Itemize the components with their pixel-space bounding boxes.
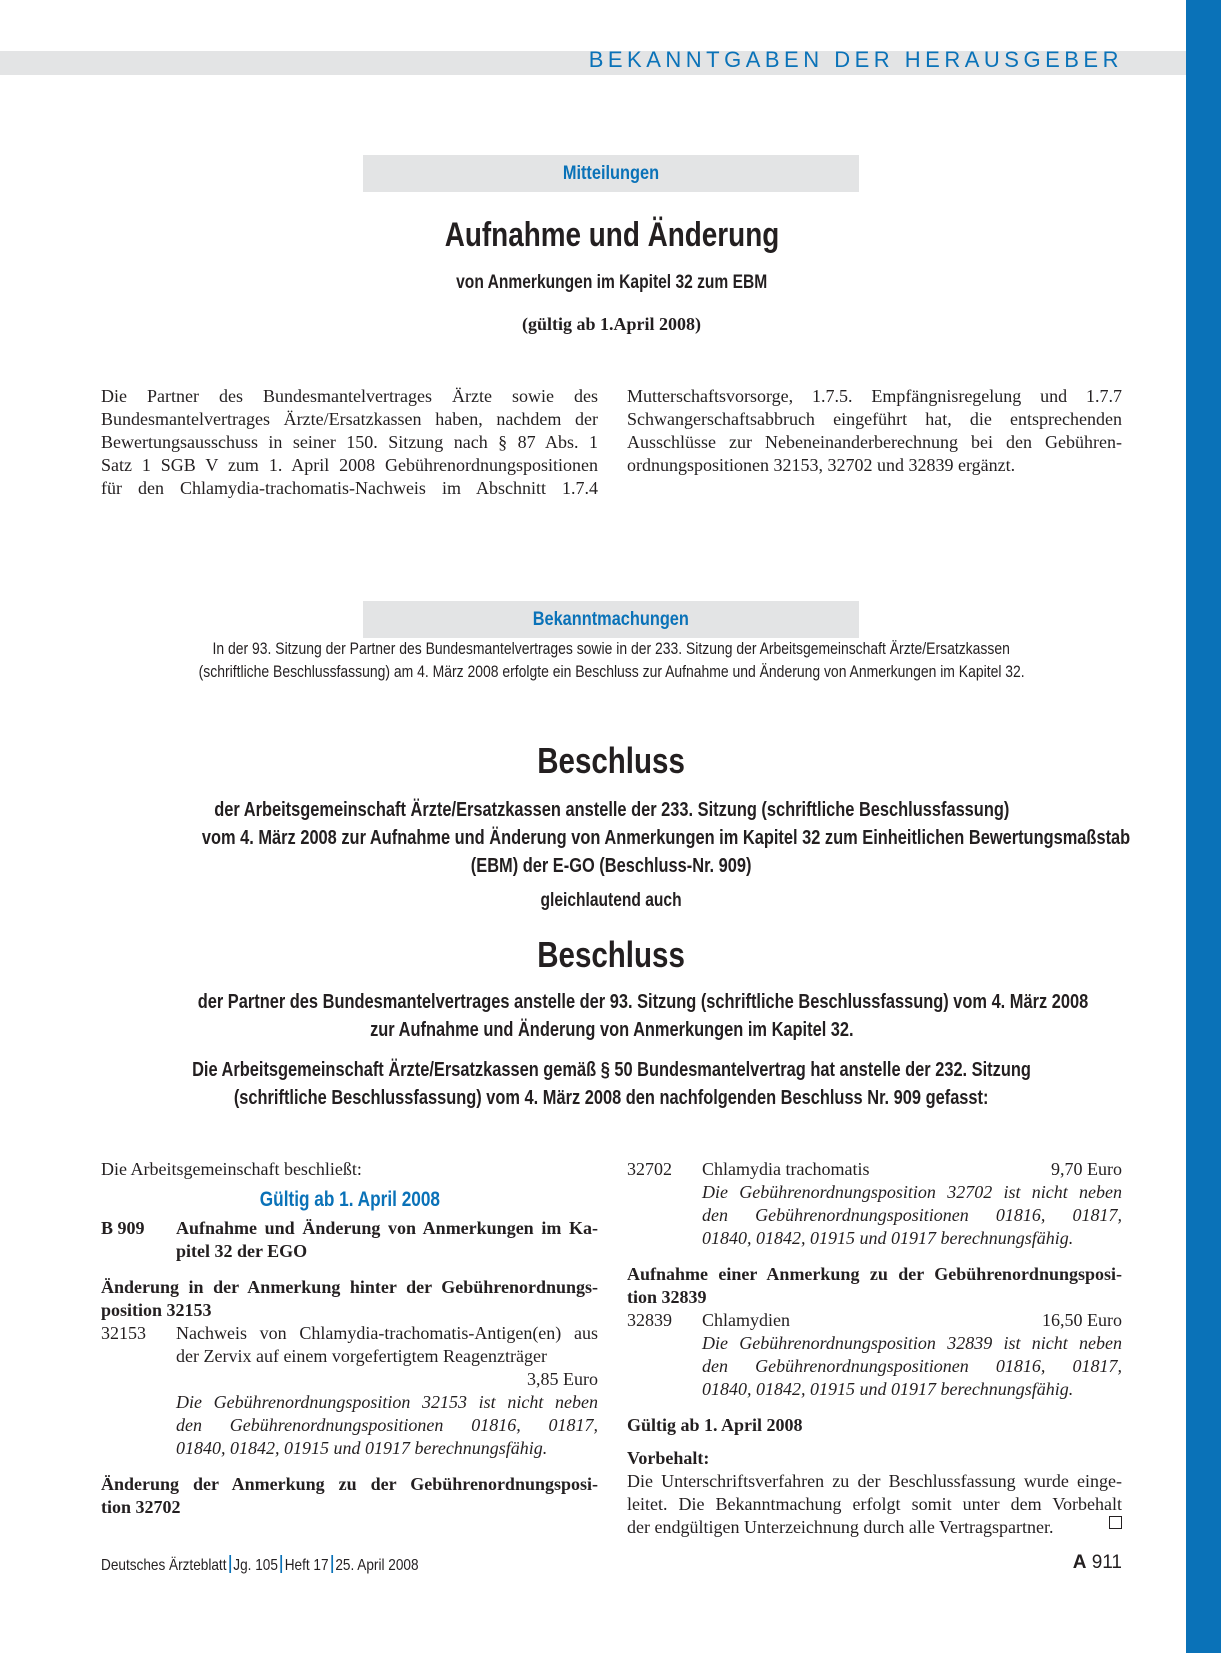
- entry-number: 32839: [627, 1310, 672, 1330]
- vorbehalt-paragraph: [627, 1470, 1122, 1539]
- text-line: Die Unterschriftsverfahren zu der Beschlussfassung wurde einge-: [627, 1471, 1122, 1491]
- beschluss-right-column: [627, 1158, 1122, 1539]
- text-line: Nachweis von Chlamydia-trachomatis-Antigen(en) aus: [176, 1323, 598, 1343]
- sidebar-stripe: [1186, 0, 1221, 1653]
- beschluss-description-1: der Arbeitsgemeinschaft Ärzte/Ersatzkassen anstelle der 233. Sitzung (schriftliche Beschlussfassung) vom 4. März 2008 zur Aufnahme und Änderung von Anmerkungen im Kapitel 32 zum Einheitlichen Bewertungsmaßstab (EBM) der E-GO (Beschluss-Nr. 909): [201, 799, 1131, 877]
- mitteilungen-validity: (gültig ab 1.April 2008): [521, 314, 701, 334]
- text-line: Die Partner des Bundesmantelvertrages Ärzte sowie des: [101, 386, 598, 406]
- bekanntmachungen-label: Bekanntmachungen: [532, 608, 690, 630]
- entry-32702: [627, 1158, 1122, 1250]
- mitteilungen-left-column: [101, 385, 598, 500]
- text-line: ordnungspositionen 32153, 32702 und 32839 ergänzt.: [627, 455, 1016, 475]
- page-letter: A: [1072, 1552, 1087, 1573]
- mitteilungen-right-column: [627, 385, 1122, 477]
- text-line: Bundesmantelvertrages Ärzte/Ersatzkassen haben, nachdem der: [101, 409, 598, 429]
- beschluss-description-2: der Partner des Bundesmantelvertrages anstelle der 93. Sitzung (schriftliche Beschlussfassung) vom 4. März 2008 zur Aufnahme und Änderung von Anmerkungen im Kapitel 32.: [197, 991, 1089, 1041]
- note-line: den Gebührenordnungspositionen 01816, 01817,: [176, 1415, 598, 1435]
- gleichlautend-text: gleichlautend auch: [540, 890, 683, 911]
- b909-entry: [101, 1217, 598, 1263]
- text-line: für den Chlamydia-trachomatis-Nachweis im Abschnitt 1.7.4: [101, 478, 598, 498]
- b909-number: B 909: [101, 1218, 145, 1238]
- note-line: 01840, 01842, 01915 und 01917 berechnungsfähig.: [702, 1228, 1074, 1248]
- end-mark-icon: [1109, 1516, 1122, 1529]
- beschluss-title-2: Beschluss: [537, 934, 686, 975]
- beschluss-left-column: [101, 1158, 598, 1519]
- text-line: leitet. Die Bekanntmachung erfolgt somit unter dem Vorbehalt: [627, 1494, 1122, 1514]
- text-line: Schwangerschaftsabbruch eingeführt hat, die entsprechenden: [627, 409, 1122, 429]
- text-line: pitel 32 der EGO: [176, 1241, 308, 1261]
- note-line: den Gebührenordnungspositionen 01816, 01817,: [702, 1356, 1122, 1376]
- entry-number: 32702: [627, 1159, 672, 1179]
- note-line: Die Gebührenordnungsposition 32702 ist nicht neben: [702, 1182, 1122, 1202]
- separator: [331, 1555, 333, 1573]
- text-line: position 32153: [101, 1300, 212, 1320]
- intro-paragraph: In der 93. Sitzung der Partner des Bundesmantelvertrages sowie in der 233. Sitzung der Arbeitsgemeinschaft Ärzte/Ersatzkassen (schriftliche Beschlussfassung) am 4. März 2008 erfolgte ein Beschluss zur Aufnahme und Änderung von Anmerkungen im Kapitel 32.: [198, 639, 1025, 681]
- vorbehalt-heading: Vorbehalt:: [627, 1448, 710, 1468]
- text-line: der Zervix auf einem vorgefertigtem Reagenzträger: [176, 1346, 547, 1366]
- entry-number: 32153: [101, 1323, 146, 1343]
- footer-citation: [101, 1555, 475, 1575]
- journal-date: 25. April 2008: [335, 1557, 419, 1574]
- aufnahme-heading-32839: [627, 1263, 1122, 1309]
- page-number: [1073, 1552, 1122, 1574]
- mitteilungen-subtitle: von Anmerkungen im Kapitel 32 zum EBM: [455, 272, 768, 293]
- mitteilungen-title: Aufnahme und Änderung: [444, 216, 779, 254]
- mitteilungen-banner: [363, 155, 859, 192]
- beschluss-gefasst-text: Die Arbeitsgemeinschaft Ärzte/Ersatzkassen gemäß § 50 Bundesmantelvertrag hat anstelle der 232. Sitzung (schriftliche Beschlussfassung) vom 4. März 2008 den nachfolgenden Beschluss Nr. 909 gefasst:: [192, 1059, 1031, 1109]
- text-line: Satz 1 SGB V zum 1. April 2008 Gebührenordnungspositionen: [101, 455, 598, 475]
- gueltig-heading: Gültig ab 1. April 2008: [259, 1188, 440, 1211]
- entry-name: Chlamydia trachomatis: [702, 1159, 870, 1179]
- separator: [280, 1555, 282, 1573]
- note-line: 01840, 01842, 01915 und 01917 berechnungsfähig.: [176, 1438, 548, 1458]
- journal-name: Deutsches Ärzteblatt: [101, 1557, 227, 1574]
- entry-price: 3,85 Euro: [527, 1369, 598, 1389]
- note-line: den Gebührenordnungspositionen 01816, 01817,: [702, 1205, 1122, 1225]
- entry-32153: [101, 1322, 598, 1460]
- note-line: Die Gebührenordnungsposition 32153 ist nicht neben: [176, 1392, 598, 1412]
- section-header: BEKANNTGABEN DER HERAUSGEBER: [588, 47, 1123, 72]
- text-line: Bewertungsausschuss in seiner 150. Sitzung nach § 87 Abs. 1: [101, 432, 598, 452]
- text-line: tion 32839: [627, 1287, 707, 1307]
- note-line: 01840, 01842, 01915 und 01917 berechnungsfähig.: [702, 1379, 1074, 1399]
- note-line: Die Gebührenordnungsposition 32839 ist nicht neben: [702, 1333, 1122, 1353]
- gueltig-text: Gültig ab 1. April 2008: [627, 1415, 803, 1435]
- beschluss-title-1: Beschluss: [537, 740, 686, 781]
- journal-volume: Jg. 105: [233, 1557, 278, 1574]
- mitteilungen-label: Mitteilungen: [562, 162, 660, 184]
- text-line: Mutterschaftsvorsorge, 1.7.5. Empfängnisregelung und 1.7.7: [627, 386, 1122, 406]
- text-line: tion 32702: [101, 1497, 181, 1517]
- entry-32839: [627, 1309, 1122, 1401]
- text-line: Aufnahme einer Anmerkung zu der Gebührenordnungsposi-: [627, 1264, 1122, 1284]
- aenderung-heading-32153: [101, 1276, 598, 1322]
- entry-price: 9,70 Euro: [1051, 1159, 1122, 1179]
- beschliesst-text: Die Arbeitsgemeinschaft beschließt:: [101, 1159, 362, 1179]
- text-line: der endgültigen Unterzeichnung durch alle Vertragspartner.: [627, 1517, 1054, 1537]
- journal-issue: Heft 17: [284, 1557, 329, 1574]
- text-line: Ausschlüsse zur Nebeneinanderberechnung bei den Gebühren-: [627, 432, 1122, 452]
- text-line: Änderung der Anmerkung zu der Gebührenordnungsposi-: [101, 1474, 598, 1494]
- separator: [229, 1555, 231, 1573]
- bekanntmachungen-banner: [363, 601, 859, 638]
- entry-name: Chlamydien: [702, 1310, 790, 1330]
- text-line: Änderung in der Anmerkung hinter der Gebührenordnungs-: [101, 1277, 598, 1297]
- entry-price: 16,50 Euro: [1042, 1310, 1122, 1330]
- text-line: Aufnahme und Änderung von Anmerkungen im Ka-: [176, 1218, 598, 1238]
- page-num: 911: [1091, 1552, 1122, 1573]
- aenderung-heading-32702: [101, 1473, 598, 1519]
